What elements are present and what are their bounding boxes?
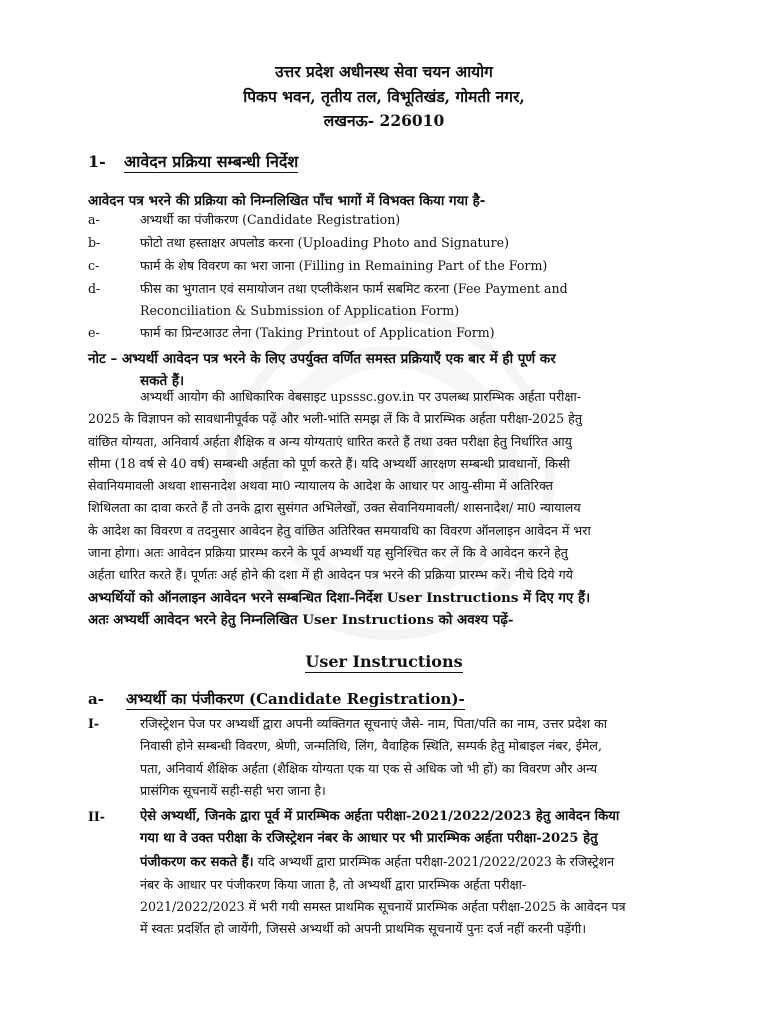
step-text: फोटो तथा हस्ताक्षर अपलोड करना (Uploading Photo and Signature) [140,235,510,250]
instruction-paragraph [88,386,678,631]
point-line: में स्वतः प्रदर्शित हो जायेंगी, जिससे अभ्यर्थी को अपनी प्राथमिक सूचनायें पुनः दर्ज नहीं करनी पड़ेंगी। [140,921,587,937]
point-line: नंबर के आधार पर पंजीकरण किया जाता है, तो अभ्यर्थी द्वारा प्रारम्भिक अर्हता परीक्षा- [140,876,527,892]
subsection-title: अभ्यर्थी का पंजीकरण (Candidate Registration)- [126,690,465,708]
para-line: सेवानियमावली अथवा शासनादेश अथवा मा0 न्यायालय के आदेश के आधार पर आयु-सीमा में अतिरिक्त [88,478,553,494]
header-line-3: लखनऊ- 226010 [323,111,445,130]
point-body [140,713,678,802]
point-line: रजिस्ट्रेशन पेज पर अभ्यर्थी द्वारा अपनी व्यक्तिगत सूचनाएं जैसे- नाम, पिता/पति का नाम, उत्तर प्रदेश का [140,716,608,731]
para-bold-line: अतः अभ्यर्थी आवेदन भरने हेतु निम्नलिखित User Instructions को अवश्य पढ़ें- [88,611,514,628]
para-line: के आदेश का विवरण व तदनुसार आवेदन हेतु वांछित अतिरिक्त समयावधि का विवरण ऑनलाइन आवेदन में भरा [88,522,591,538]
para-line: शिथिलता का दावा करते हैं तो उनके द्वारा सुसंगत अभिलेखों, उक्त सेवानियमावली/ शासनादेश/ मा0 न्यायालय [88,500,581,516]
step-text: फार्म का प्रिन्टआउट लेना (Taking Printout of Application Form) [140,325,495,340]
point-mixed-line [140,851,678,874]
subsection-a-heading [88,689,465,709]
step-label: b- [88,235,101,250]
step-label: a- [88,212,100,227]
para-line: वांछित योग्यता, अनिवार्य अर्हता शैक्षिक व अन्य योग्यताएं धारित करते हैं तथा उक्त परीक्षा हेतु निर्धारित आयु [88,433,572,449]
note-line: नोट – अभ्यर्थी आवेदन पत्र भरने के लिए उपर्युक्त वर्णित समस्त प्रक्रियाएँ एक बार में ही पूर्ण कर [88,351,556,367]
point-label: I- [88,716,100,731]
para-line: सीमा (18 वर्ष से 40 वर्ष) सम्बन्धी अर्हता को पूर्ण करते हैं। यदि अभ्यर्थी आरक्षण सम्बन्धी प्रावधानों, किसी [88,455,570,471]
point-line: निवासी होने सम्बन्धी विवरण, श्रेणी, जन्मतिथि, लिंग, वैवाहिक स्थिति, सम्पर्क हेतु मोबाइल नंबर, ईमेल, [140,738,602,754]
point-bold-fragment: पंजीकरण कर सकते हैं। [140,854,254,870]
point-bold-line: गया था वे उक्त परीक्षा के रजिस्ट्रेशन नंबर के आधार पर भी प्रारम्भिक अर्हता परीक्षा-2025 हेतु [140,831,598,847]
step-label: e- [88,325,100,340]
step-text: फीस का भुगतान एवं समायोजन तथा एप्लीकेशन फार्म सबमिट करना (Fee Payment and [140,281,568,296]
subsection-label: a- [88,690,104,708]
para-line: जाना होगा। अतः आवेदन प्रक्रिया प्रारम्भ करने के पूर्व अभ्यर्थी यह सुनिश्चित कर लें कि वे आवेदन करने हेतु [88,545,568,561]
step-label: d- [88,281,101,296]
step-text: फार्म के शेष विवरण का भरा जाना (Filling in Remaining Part of the Form) [140,258,548,273]
section-number: 1- [88,152,106,171]
point-bold-line: ऐसे अभ्यर्थी, जिनके द्वारा पूर्व में प्रारम्भिक अर्हता परीक्षा-2021/2022/2023 हेतु आवेदन किया [140,809,620,824]
point-body [140,806,678,941]
para-line: अभ्यर्थी आयोग की आधिकारिक वेबसाइट upsssc.gov.in पर उपलब्ध प्रारम्भिक अर्हता परीक्षा- [140,389,581,404]
user-instructions-heading [0,652,768,671]
point-line: पता, अनिवार्य शैक्षिक अर्हता (शैक्षिक योग्यता एक या एक से अधिक जो भी हों) का विवरण और अन्य [140,760,598,776]
point-line: प्रासंगिक सूचनायें सही-सही भरा जाना है। [140,782,326,798]
point-label: II- [88,809,106,824]
point-line: 2021/2022/2023 में भरी गयी समस्त प्राथमिक सूचनायें प्रारम्भिक अर्हता परीक्षा-2025 के आवेदन पत्र [140,899,626,915]
note-line: सकते हैं। [140,373,185,389]
section-title: आवेदन प्रक्रिया सम्बन्धी निर्देश [124,152,299,171]
para-bold-line: अभ्यर्थियों को ऑनलाइन आवेदन भरने सम्बन्धित दिशा-निर्देश User Instructions में दिए गए हैं। [88,589,591,606]
section-1-heading [88,150,298,172]
header-line-2: पिकप भवन, तृतीय तल, विभूतिखंड, गोमती नगर, [243,87,525,106]
para-line: अर्हता धारित करते हैं। पूर्णतः अर्ह होने की दशा में ही आवेदन पत्र भरने की प्रक्रिया प्रारम्भ करें। नीचे दिये गये [88,567,573,583]
point-tail-fragment: यदि अभ्यर्थी द्वारा प्रारम्भिक अर्हता परीक्षा-2021/2022/2023 के रजिस्ट्रेशन [253,853,615,869]
section-intro: आवेदन पत्र भरने की प्रक्रिया को निम्नलिखित पाँच भागों में विभक्त किया गया है- [88,193,486,209]
user-instructions-title: User Instructions [305,652,463,671]
step-text: अभ्यर्थी का पंजीकरण (Candidate Registration) [140,212,401,227]
step-label: c- [88,258,100,273]
step-text-continued: Reconciliation & Submission of Application Form) [140,303,460,318]
header-line-1: उत्तर प्रदेश अधीनस्थ सेवा चयन आयोग [275,62,493,81]
para-line: 2025 के विज्ञापन को सावधानीपूर्वक पढ़ें और भली-भांति समझ लें कि वे प्रारम्भिक अर्हता परीक्षा-2025 हेतु [88,411,583,427]
